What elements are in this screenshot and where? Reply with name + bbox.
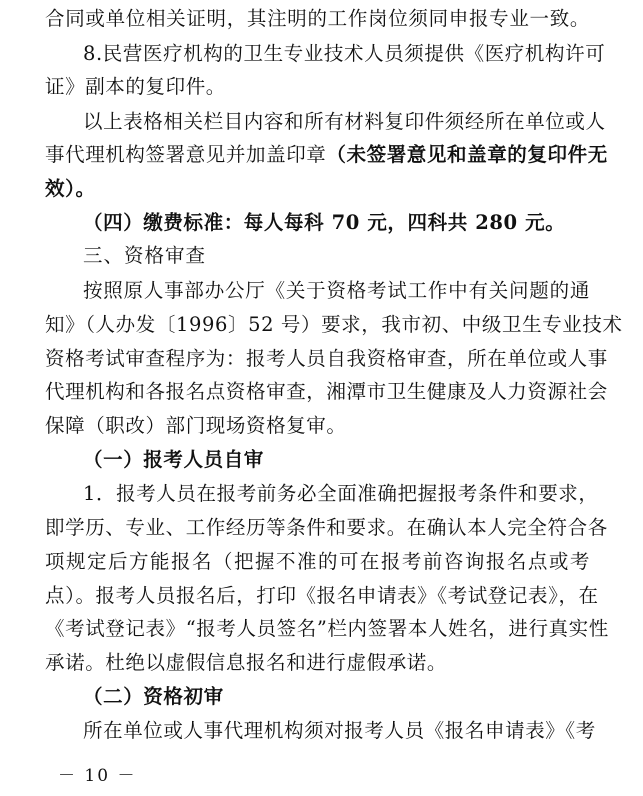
- text-line-16: 即学历、专业、工作经历等条件和要求。在确认本人完全符合各: [45, 516, 608, 539]
- text-line-18: 点）。报考人员报名后，打印《报名申请表》《考试登记表》，在: [45, 584, 599, 607]
- text-line-6: 效）。: [45, 177, 96, 200]
- text-line-19: 《考试登记表》“报考人员签名”栏内签署本人姓名，进行真实性: [45, 617, 609, 640]
- text-line-3: 证》副本的复印件。: [45, 75, 226, 98]
- text-line-22: 所在单位或人事代理机构须对报考人员《报名申请表》《考: [83, 719, 596, 742]
- text-line-4: 以上表格相关栏目内容和所有材料复印件须经所在单位或人: [83, 110, 606, 133]
- page-number: － 10 －: [58, 766, 137, 786]
- text-line-20: 承诺。杜绝以虚假信息报名和进行虚假承诺。: [45, 651, 448, 674]
- fee-standard-heading: （四）缴费标准：每人每科 70 元，四科共 280 元。: [83, 211, 566, 234]
- text-line-5: [45, 142, 608, 168]
- section-three-heading: 三、资格审查: [83, 244, 207, 267]
- text-line-17: 项规定后方能报名（把握不准的可在报考前咨询报名点或考: [45, 550, 590, 573]
- subsection-one-heading: （一）报考人员自审: [83, 448, 264, 471]
- text-line-13: 保障（职改）部门现场资格复审。: [45, 414, 347, 437]
- text-line-2: 8.民营医疗机构的卫生专业技术人员须提供《医疗机构许可: [83, 42, 606, 65]
- text-line-1: 合同或单位相关证明，其注明的工作岗位须同申报专业一致。: [45, 7, 590, 30]
- text-line-5-normal: 事代理机构签署意见并加盖印章: [45, 143, 327, 166]
- text-line-5-bold: （未签署意见和盖章的复印件无: [326, 143, 608, 166]
- text-line-11: 资格考试审查程序为：报考人员自我资格审查，所在单位或人事: [45, 347, 608, 370]
- text-line-15: 1．报考人员在报考前务必全面准确把握报考条件和要求，: [83, 482, 599, 505]
- text-line-9: 按照原人事部办公厅《关于资格考试工作中有关问题的通: [83, 279, 590, 302]
- subsection-two-heading: （二）资格初审: [83, 685, 224, 708]
- text-line-12: 代理机构和各报名点资格审查，湘潭市卫生健康及人力资源社会: [45, 380, 608, 403]
- text-line-10: 知》（人办发〔1996〕52 号）要求，我市初、中级卫生专业技术: [45, 313, 623, 336]
